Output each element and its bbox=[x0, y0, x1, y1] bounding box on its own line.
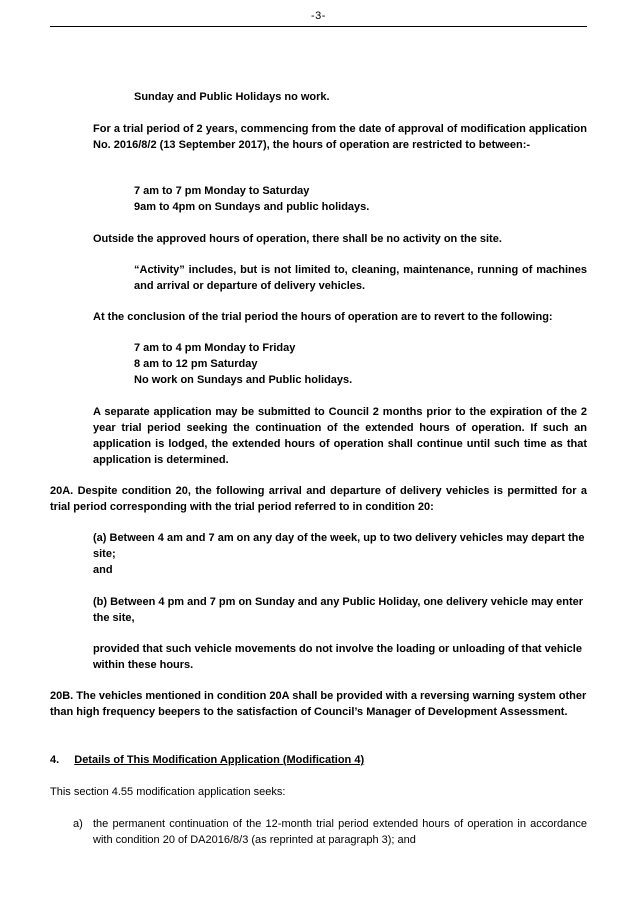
sunday-clause: Sunday and Public Holidays no work. bbox=[134, 91, 330, 103]
section-number: 4. bbox=[50, 754, 60, 766]
revert-hours-item: 8 am to 12 pm Saturday bbox=[134, 358, 258, 370]
revert-hours-item: 7 am to 4 pm Monday to Friday bbox=[134, 342, 296, 354]
condition-20a: 20A. Despite condition 20, the following arrival and departure of delivery vehicles is permitted for a trial period corresponding with the trial period referred to in condition 20: bbox=[50, 485, 587, 513]
list-item-a-text: the permanent continuation of the 12-month trial period extended hours of operation in accordance with condition 20 of DA2016/8/3 (as reprinted at paragraph 3); and bbox=[93, 818, 587, 846]
revert-hours-item: No work on Sundays and Public holidays. bbox=[134, 374, 353, 386]
trial-hours-item: 7 am to 7 pm Monday to Saturday bbox=[134, 185, 310, 197]
condition-20b: 20B. The vehicles mentioned in condition 20A shall be provided with a reversing warning system other than high frequency beepers to the satisfaction of Council’s Manager of Development Assessment. bbox=[50, 690, 587, 718]
condition-20a-and: and bbox=[93, 564, 113, 576]
outside-hours-paragraph: Outside the approved hours of operation, there shall be no activity on the site. bbox=[93, 233, 502, 245]
conclusion-paragraph: At the conclusion of the trial period the hours of operation are to revert to the following: bbox=[93, 311, 553, 323]
separate-application-paragraph: A separate application may be submitted to Council 2 months prior to the expiration of the 2 year trial period seeking the continuation of the extended hours of operation. If such an application is lodged, the extended hours of operation shall continue until such time as that application is determined. bbox=[93, 406, 587, 466]
trial-hours-item: 9am to 4pm on Sundays and public holidays. bbox=[134, 201, 370, 213]
seeks-paragraph: This section 4.55 modification application seeks: bbox=[50, 786, 286, 798]
revert-hours-list bbox=[134, 340, 352, 388]
section-heading bbox=[50, 752, 364, 768]
activity-definition: “Activity” includes, but is not limited to, cleaning, maintenance, running of machines and arrival or departure of delivery vehicles. bbox=[134, 264, 587, 292]
trial-hours-list bbox=[134, 183, 369, 215]
section-title: Details of This Modification Application (Modification 4) bbox=[74, 754, 365, 766]
condition-20a-item-b: (b) Between 4 pm and 7 pm on Sunday and any Public Holiday, one delivery vehicle may enter the site, bbox=[93, 596, 584, 624]
condition-20a-item-a: (a) Between 4 am and 7 am on any day of the week, up to two delivery vehicles may depart the site; bbox=[93, 532, 585, 560]
page-number: -3- bbox=[311, 10, 326, 22]
provided-clause: provided that such vehicle movements do not involve the loading or unloading of that vehicle within these hours. bbox=[93, 643, 582, 671]
list-item-a-label: a) bbox=[73, 818, 83, 830]
trial-period-paragraph: For a trial period of 2 years, commencing from the date of approval of modification application No. 2016/8/2 (13 September 2017), the hours of operation are restricted to between:- bbox=[93, 123, 587, 151]
header-rule bbox=[50, 26, 587, 27]
